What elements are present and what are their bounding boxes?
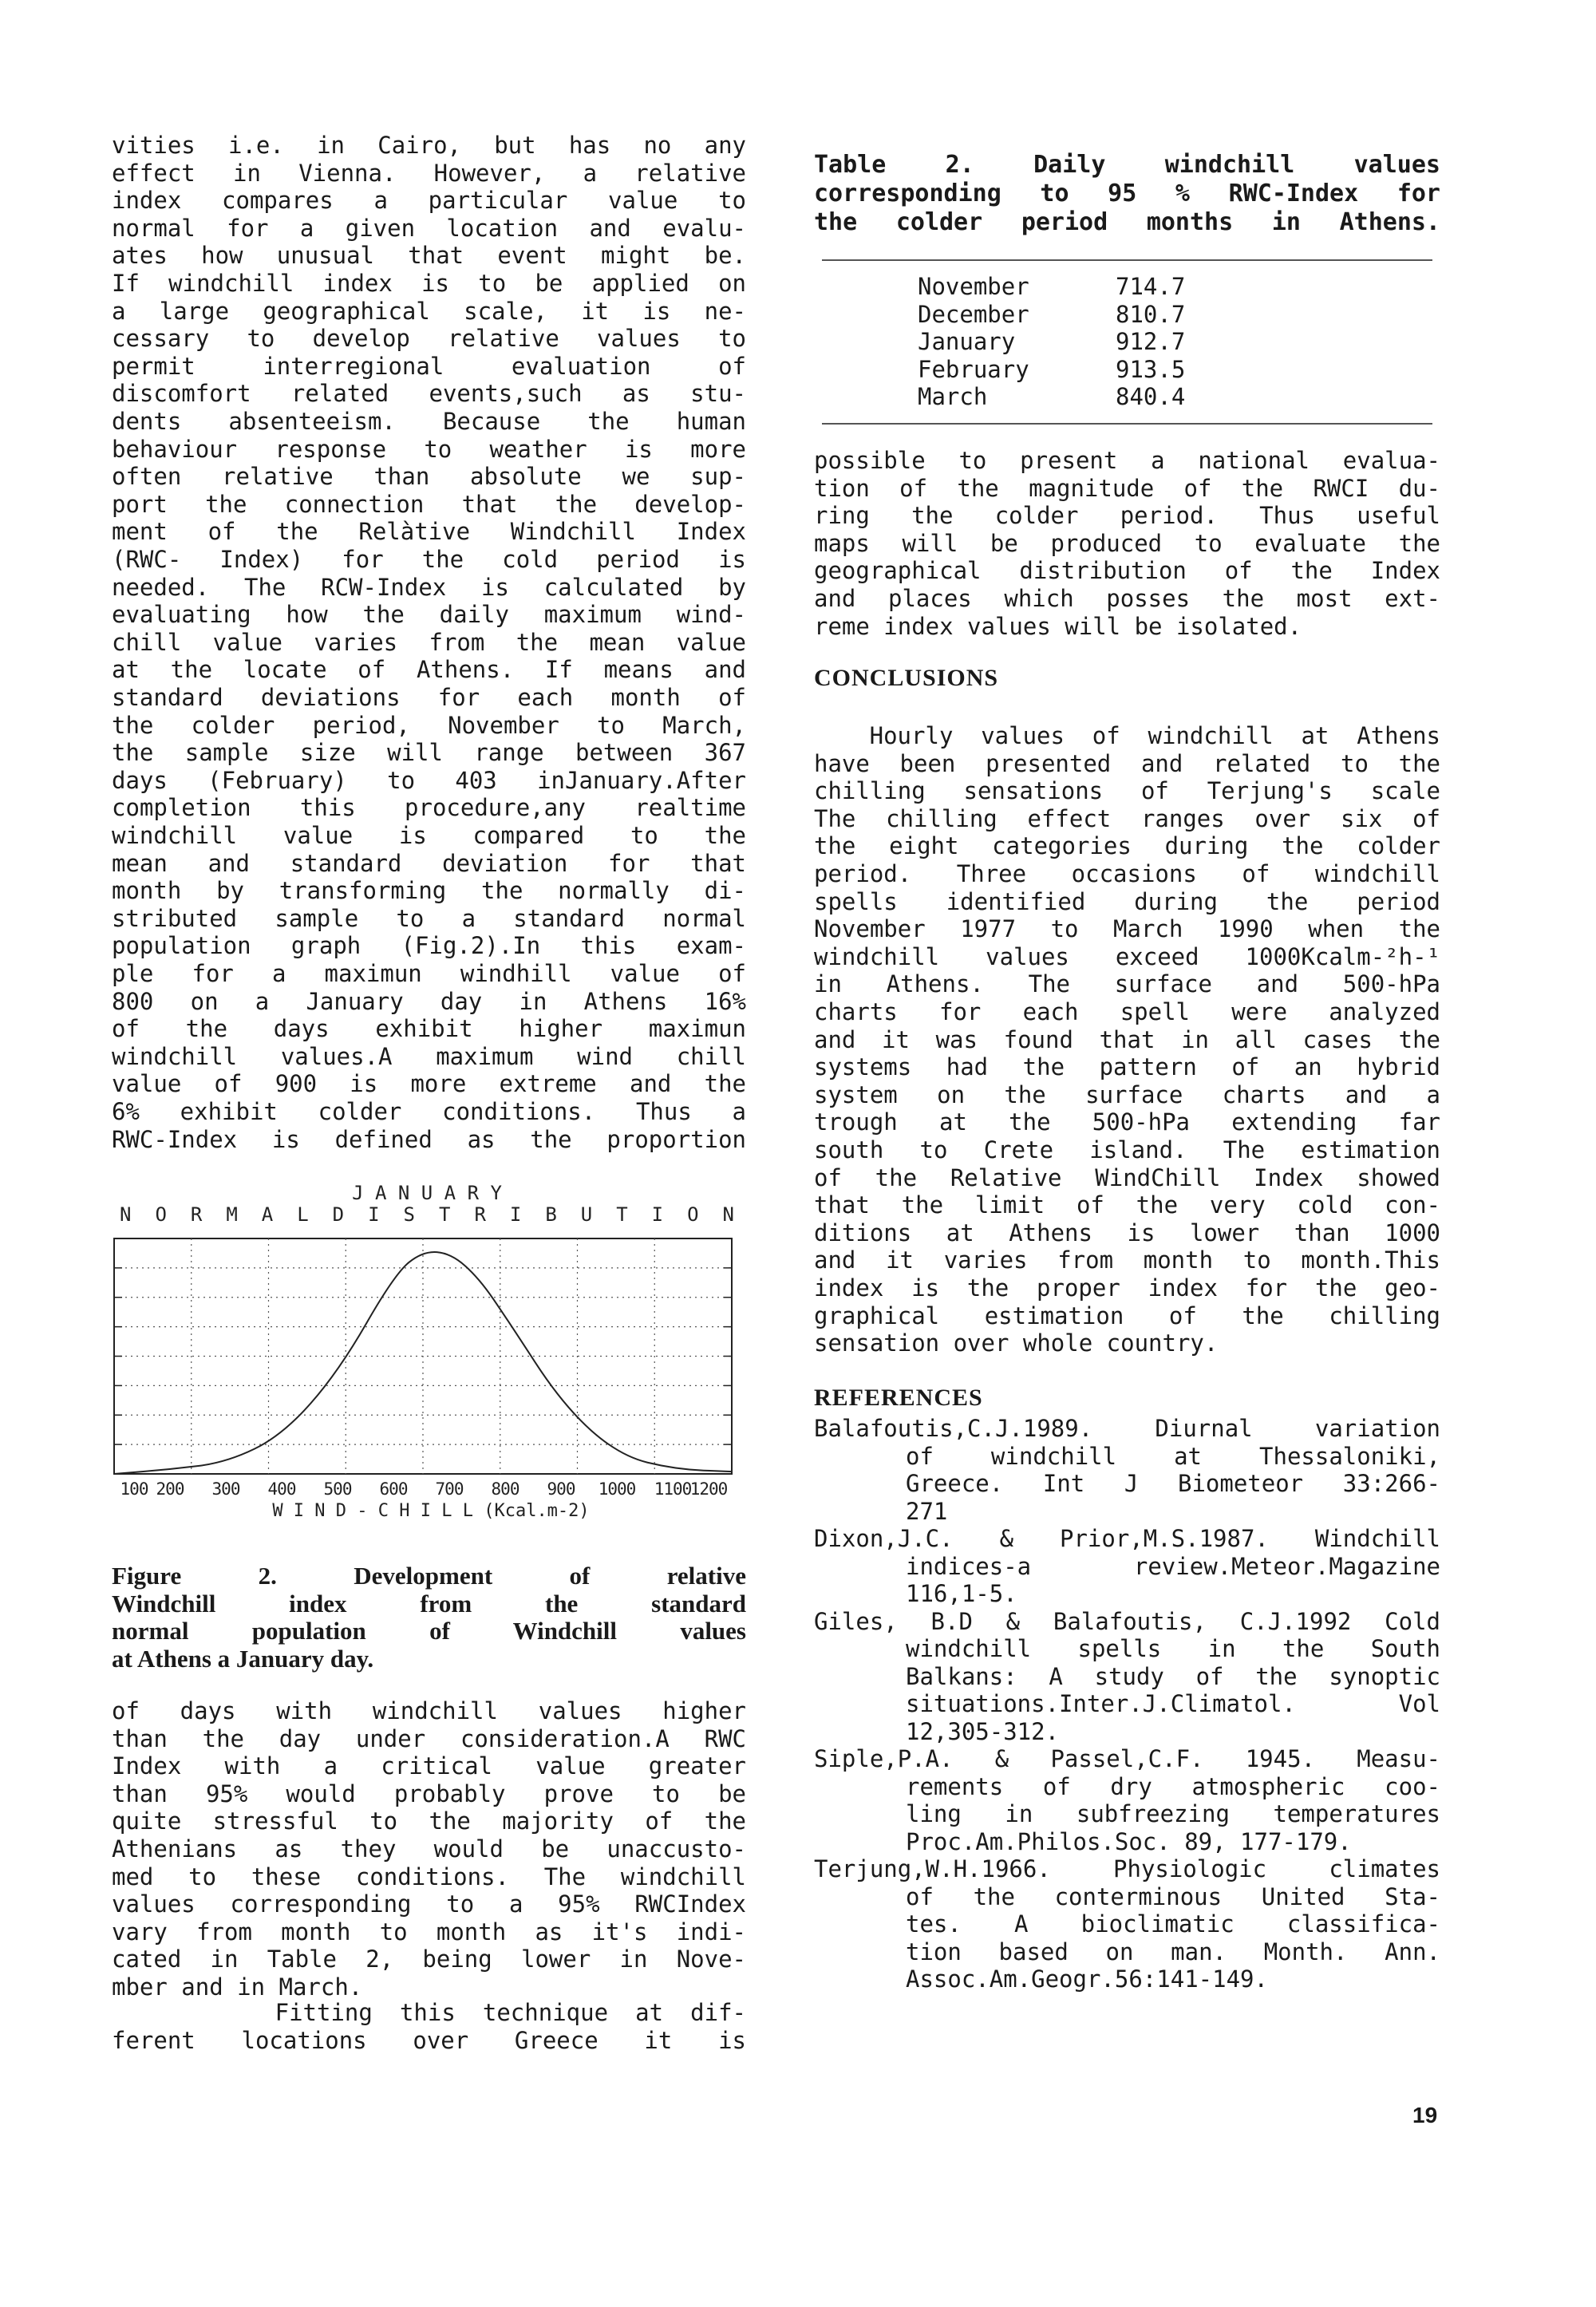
x-axis-label: W I N D - C H I L L (Kcal.m-2) [272,1501,590,1521]
text-line: the eight categories during the colder [814,832,1440,860]
reference-continuation-line: 116,1-5. [906,1580,1017,1607]
text-line: cated in Table 2, being lower in Nove- [112,1946,746,1973]
x-tick-label: 400 [267,1479,296,1499]
table-caption-line: Table 2. Daily windchill values [814,151,1440,179]
text-line: mber and in March. [112,1973,363,2001]
table-value: 913.5 [1116,355,1186,383]
text-line: ring the colder period. Thus useful [814,502,1440,530]
text-line: than the day under consideration.A RWC [112,1724,746,1752]
text-line: systems had the pattern of an hybrid [814,1053,1440,1081]
text-line: windchill values.A maximum wind chill [112,1042,746,1070]
text-line: chilling sensations of Terjung's scale [814,777,1440,805]
table-value: 912.7 [1116,328,1186,355]
x-tick-label: 200 [156,1479,184,1499]
text-line: windchill values exceed 1000Kcalm-²h-¹ [814,942,1440,970]
text-line: charts for each spell were analyzed [814,998,1440,1025]
text-line: of the days exhibit higher maximun [112,1015,746,1043]
text-line: spells identified during the period [814,887,1440,915]
x-tick-label: 800 [491,1479,519,1499]
text-line: If windchill index is to be applied on [112,270,746,297]
reference-continuation-line: Greece. Int J Biometeor 33:266- [906,1470,1440,1497]
text-line: behaviour response to weather is more [112,435,746,463]
text-line: quite stressful to the majority of the [112,1807,746,1835]
reference-continuation-line: rements of dry atmospheric coo- [906,1772,1440,1800]
text-line: value of 900 is more extreme and the [112,1070,746,1098]
table-month: December [918,300,1029,328]
normal-distribution-chart [112,1177,742,1528]
x-tick-label: 1100 [654,1479,692,1499]
text-line: ferent locations over Greece it is [112,2026,746,2054]
text-line: (RWC- Index) for the cold period is [112,546,746,573]
text-line: reme index values will be isolated. [814,612,1302,640]
text-line: completion this procedure,any realtime [112,794,746,822]
text-line: trough at the 500-hPa extending far [814,1108,1440,1136]
text-line: month by transforming the normally di- [112,877,746,905]
text-line: population graph (Fig.2).In this exam- [112,932,746,960]
text-line: the sample size will range between 367 [112,739,746,767]
reference-continuation-line: Proc.Am.Philos.Soc. 89, 177-179. [906,1827,1352,1855]
text-line: at the locate of Athens. If means and [112,656,746,684]
table-value: 840.4 [1116,383,1186,410]
text-line: Athenians as they would be unaccusto- [112,1835,746,1863]
text-line: windchill value is compared to the [112,822,746,849]
text-line: ple for a maximun windhill value of [112,960,746,987]
text-line: Hourly values of windchill at Athens [814,722,1440,749]
text-line: a large geographical scale, it is ne- [112,297,746,325]
text-line: vities i.e. in Cairo, but has no any [112,132,746,159]
text-line: system on the surface charts and a [814,1080,1440,1108]
text-line: ates how unusual that event might be. [112,242,746,270]
reference-first-line: Giles, B.D & Balafoutis, C.J.1992 Cold [814,1607,1440,1635]
table-value: 714.7 [1116,273,1186,300]
x-tick-label: 500 [323,1479,352,1499]
x-tick-label: 1200 [689,1479,728,1499]
reference-continuation-line: of windchill at Thessaloniki, [906,1442,1440,1470]
table-month: February [918,355,1029,383]
reference-continuation-line: indices-a review.Meteor.Magazine [906,1552,1440,1580]
text-line: mean and standard deviation for that [112,849,746,877]
text-line: and places which posses the most ext- [814,585,1440,612]
reference-continuation-line: tes. A bioclimatic classifica- [906,1910,1440,1938]
reference-continuation-line: 12,305-312. [906,1717,1060,1745]
x-tick-label: 700 [435,1479,464,1499]
reference-continuation-line: 271 [906,1497,948,1525]
text-line: cessary to develop relative values to [112,325,746,353]
text-line: days (February) to 403 inJanuary.After [112,766,746,794]
text-line: period. Three occasions of windchill [814,860,1440,887]
text-line: evaluating how the daily maximum wind- [112,601,746,629]
text-line: of days with windchill values higher [112,1697,746,1724]
chart-subtitle: N O R M A L D I S T R I B U T I O N [120,1203,734,1226]
text-line: than 95% would probably prove to be [112,1780,746,1807]
references-heading: REFERENCES [814,1385,983,1411]
x-tick-label: 600 [379,1479,408,1499]
text-line: discomfort related events,such as stu- [112,380,746,408]
text-line: permit interregional evaluation of [112,352,746,380]
caption-line: Figure 2. Development of relative [112,1562,746,1590]
text-line: stributed sample to a standard normal [112,904,746,932]
reference-first-line: Siple,P.A. & Passel,C.F. 1945. Measu- [814,1745,1440,1772]
text-line: needed. The RCW-Index is calculated by [112,573,746,601]
page-number: 19 [1412,2103,1438,2127]
table-top-rule [822,259,1432,261]
text-line: often relative than absolute we sup- [112,463,746,491]
caption-line: normal population of Windchill values [112,1617,746,1645]
text-line: and it varies from month to month.This [814,1246,1440,1274]
text-line: RWC-Index is defined as the proportion [112,1125,746,1153]
reference-first-line: Balafoutis,C.J.1989. Diurnal variation [814,1415,1440,1442]
text-line: and it was found that in all cases the [814,1025,1440,1053]
text-line: The chilling effect ranges over six of [814,804,1440,832]
text-line: index is the proper index for the geo- [814,1274,1440,1302]
reference-continuation-line: situations.Inter.J.Climatol. Vol [906,1690,1440,1717]
text-line: Index with a critical value greater [112,1752,746,1780]
text-line: 800 on a January day in Athens 16% [112,987,746,1015]
reference-first-line: Terjung,W.H.1966. Physiologic climates [814,1855,1440,1882]
caption-line: at Athens a January day. [112,1644,374,1673]
x-tick-label: 900 [547,1479,575,1499]
reference-continuation-line: Assoc.Am.Geogr.56:141-149. [906,1965,1268,1993]
reference-continuation-line: Balkans: A study of the synoptic [906,1662,1440,1690]
text-line: possible to present a national evalua- [814,447,1440,474]
reference-continuation-line: windchill spells in the South [906,1635,1440,1662]
text-line: med to these conditions. The windchill [112,1863,746,1890]
table-value: 810.7 [1116,300,1186,328]
reference-continuation-line: of the conterminous United Sta- [906,1882,1440,1910]
text-line: chill value varies from the mean value [112,628,746,656]
text-line: November 1977 to March 1990 when the [814,915,1440,943]
text-line: ditions at Athens is lower than 1000 [814,1219,1440,1246]
text-line: graphical estimation of the chilling [814,1302,1440,1329]
table-caption-line: the colder period months in Athens. [814,208,1440,236]
text-line: sensation over whole country. [814,1329,1219,1357]
conclusions-heading: CONCLUSIONS [814,665,999,691]
text-line: in Athens. The surface and 500-hPa [814,970,1440,998]
text-line: 6% exhibit colder conditions. Thus a [112,1098,746,1125]
text-line: effect in Vienna. However, a relative [112,159,746,187]
text-line: Fitting this technique at dif- [112,1999,746,2026]
reference-continuation-line: tion based on man. Month. Ann. [906,1938,1440,1965]
x-tick-label: 1000 [598,1479,636,1499]
text-line: have been presented and related to the [814,749,1440,777]
x-tick-label: 100 [120,1479,148,1499]
caption-line: Windchill index from the standard [112,1589,746,1618]
text-line: geographical distribution of the Index [814,557,1440,585]
table-month: January [918,328,1016,355]
reference-continuation-line: ling in subfreezing temperatures [906,1800,1440,1827]
text-line: values corresponding to a 95% RWCIndex [112,1890,746,1918]
text-line: index compares a particular value to [112,187,746,215]
text-line: port the connection that the develop- [112,490,746,518]
text-line: the colder period, November to March, [112,711,746,739]
table-bottom-rule [822,423,1432,425]
text-line: ment of the Relàtive Windchill Index [112,518,746,546]
x-tick-label: 300 [211,1479,240,1499]
text-line: vary from month to month as it's indi- [112,1918,746,1946]
text-line: dents absenteeism. Because the human [112,408,746,435]
table-caption-line: corresponding to 95 % RWC-Index for [814,180,1440,207]
text-line: south to Crete island. The estimation [814,1136,1440,1163]
text-line: maps will be produced to evaluate the [814,529,1440,557]
text-line: normal for a given location and evalu- [112,214,746,242]
text-line: of the Relative WindChill Index showed [814,1163,1440,1191]
text-line: that the limit of the very cold con- [814,1191,1440,1219]
text-line: tion of the magnitude of the RWCI du- [814,474,1440,502]
chart-title: J A N U A R Y [352,1182,502,1204]
table-month: March [918,383,988,410]
text-line: standard deviations for each month of [112,684,746,711]
reference-first-line: Dixon,J.C. & Prior,M.S.1987. Windchill [814,1525,1440,1552]
table-month: November [918,273,1029,300]
